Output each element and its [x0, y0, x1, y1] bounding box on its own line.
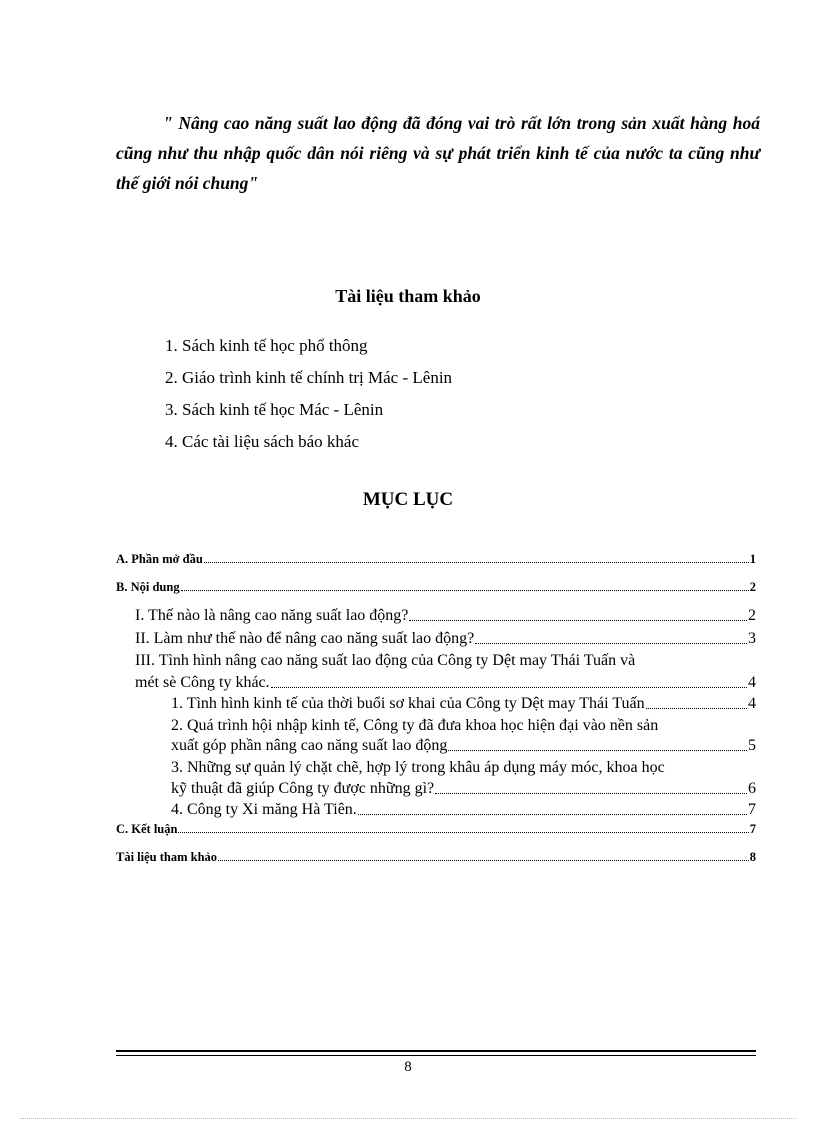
toc-page-number: 2	[749, 580, 756, 594]
toc-entry-label: 4. Công ty Xi măng Hà Tiên.	[171, 801, 357, 818]
toc-entry-section-3	[135, 674, 756, 692]
toc-entry-section-1	[135, 607, 756, 625]
reference-item: 3. Sách kinh tế học Mác - Lênin	[165, 400, 384, 419]
toc-entry-part-c	[116, 822, 756, 837]
toc-page-number: 8	[749, 850, 756, 864]
references-list	[165, 334, 452, 462]
toc-entry-sub-3	[171, 780, 756, 798]
toc-entry-section-3-line1: III. Tình hình nâng cao năng suất lao động của Công ty Dệt may Thái Tuấn và	[135, 652, 636, 669]
toc-leader	[435, 793, 747, 794]
toc-entry-label: I. Thế nào là nâng cao năng suất lao động?	[135, 607, 409, 624]
toc-leader	[271, 687, 747, 688]
toc-page-number: 7	[748, 801, 756, 818]
toc-leader	[204, 562, 749, 563]
references-heading: Tài liệu tham khảo	[335, 286, 481, 306]
toc-entry-label: Tài liệu tham khảo	[116, 850, 218, 864]
toc-entry-sub-1	[171, 695, 756, 713]
toc-leader	[448, 750, 747, 751]
toc-page-number: 6	[748, 780, 756, 797]
toc-page-number: 5	[748, 737, 756, 754]
footer-rule-thin	[116, 1055, 756, 1056]
toc-entry-part-a	[116, 552, 756, 567]
reference-item: 2. Giáo trình kinh tế chính trị Mác - Lênin	[165, 368, 453, 387]
footer-rule-thick	[116, 1050, 756, 1052]
toc-entry-label: mét sè Công ty khác.	[135, 674, 270, 691]
toc-page-number: 4	[748, 695, 756, 712]
toc-page-number: 1	[749, 552, 756, 566]
toc-entry-sub-4	[171, 801, 756, 819]
toc-entry-section-2	[135, 630, 756, 648]
toc-leader	[181, 590, 749, 591]
reference-item: 4. Các tài liệu sách báo khác	[165, 432, 360, 451]
toc-page-number: 7	[749, 822, 756, 836]
reference-item: 1. Sách kinh tế học phổ thông	[165, 336, 368, 355]
toc-entry-sub-2-line1: 2. Quá trình hội nhập kinh tế, Công ty đã đưa khoa học hiện đại vào nền sản	[171, 717, 659, 734]
toc-entry-label: II. Làm như thế nào để nâng cao năng suất lao động?	[135, 630, 475, 647]
closing-quote: " Nâng cao năng suất lao động đã đóng vai trò rất lớn trong sản xuất hàng hoá cũng như thu nhập quốc dân nói riêng và sự phát triển kinh tế của nước ta cũng như thế giới nói chung"	[116, 113, 760, 193]
toc-entry-label: B. Nội dung	[116, 580, 180, 594]
toc-entry-label: kỹ thuật đã giúp Công ty được những gì?	[171, 780, 435, 797]
toc-leader	[358, 814, 747, 815]
page-edge-rule	[20, 1118, 796, 1119]
toc-page-number: 3	[748, 630, 756, 647]
toc-leader	[178, 832, 748, 833]
toc-leader	[646, 708, 747, 709]
toc-heading: MỤC LỤC	[362, 489, 454, 510]
toc-entry-label: A. Phần mở đầu	[116, 552, 203, 566]
toc-page-number: 4	[748, 674, 756, 691]
toc-entry-part-b	[116, 580, 756, 595]
toc-leader	[218, 860, 749, 861]
toc-leader	[409, 620, 747, 621]
page-number: 8	[404, 1059, 412, 1075]
toc-entry-label: xuất góp phần nâng cao năng suất lao động	[171, 737, 448, 754]
toc-entry-references	[116, 850, 756, 865]
toc-entry-label: 1. Tình hình kinh tế của thời buổi sơ khai của Công ty Dệt may Thái Tuấn	[171, 695, 645, 712]
toc-leader	[475, 643, 747, 644]
toc-entry-sub-2	[171, 737, 756, 755]
toc-entry-label: C. Kết luận	[116, 822, 178, 836]
toc-page-number: 2	[748, 607, 756, 624]
toc-entry-sub-3-line1: 3. Những sự quản lý chặt chẽ, hợp lý trong khâu áp dụng máy móc, khoa học	[171, 759, 665, 776]
